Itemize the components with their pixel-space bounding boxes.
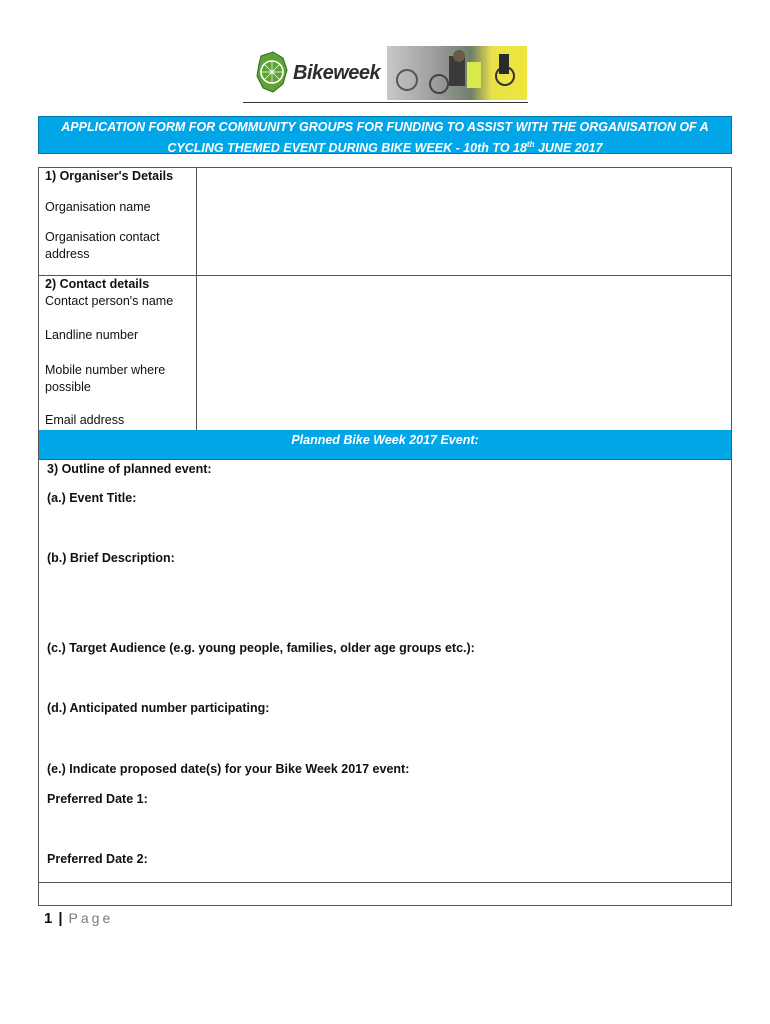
mobile-label: Mobile number where possible xyxy=(45,363,166,394)
title-line-2: CYCLING THEMED EVENT DURING BIKE WEEK - 10th TO 18th JUNE 2017 xyxy=(167,140,603,156)
organisation-name-label: Organisation name xyxy=(45,200,151,214)
header-logo xyxy=(243,44,528,104)
organiser-details-field[interactable] xyxy=(197,168,731,275)
preferred-date-2-label: Preferred Date 2: xyxy=(47,852,148,866)
planned-event-field[interactable] xyxy=(39,460,731,881)
cyclists-photo xyxy=(387,46,527,100)
page-number: 1 xyxy=(44,910,53,927)
contact-details-labels xyxy=(39,276,197,430)
contact-details-field[interactable] xyxy=(197,276,731,430)
form-title-banner xyxy=(38,116,732,154)
organisation-address-label: Organisation contact address xyxy=(45,230,160,261)
brief-description-label: (b.) Brief Description: xyxy=(47,551,175,565)
preferred-date-1-label: Preferred Date 1: xyxy=(47,792,148,806)
target-audience-label: (c.) Target Audience (e.g. young people, families, older age groups etc.): xyxy=(47,641,475,655)
anticipated-number-label: (d.) Anticipated number participating: xyxy=(47,701,270,715)
title-line-1: APPLICATION FORM FOR COMMUNITY GROUPS FOR FUNDING TO ASSIST WITH THE ORGANISATION OF A xyxy=(61,120,709,134)
organiser-details-heading: 1) Organiser's Details xyxy=(45,169,174,183)
planned-event-banner: Planned Bike Week 2017 Event: xyxy=(39,430,731,459)
email-label: Email address xyxy=(45,413,125,427)
event-title-label: (a.) Event Title: xyxy=(47,491,137,505)
outline-heading: 3) Outline of planned event: xyxy=(47,462,212,476)
empty-row[interactable] xyxy=(39,883,731,905)
proposed-dates-label: (e.) Indicate proposed date(s) for your Bike Week 2017 event: xyxy=(47,762,410,776)
contact-person-label: Contact person's name xyxy=(45,294,174,308)
contact-details-heading: 2) Contact details xyxy=(45,277,150,291)
page-footer xyxy=(44,910,113,927)
page-word: Page xyxy=(68,910,114,926)
logo-divider xyxy=(243,102,528,103)
logo-text: Bikeweek xyxy=(293,62,381,84)
landline-label: Landline number xyxy=(45,328,139,342)
bikeweek-logo xyxy=(253,48,393,98)
application-form xyxy=(38,167,732,906)
ireland-wheel-icon xyxy=(253,50,293,96)
page-separator: | xyxy=(58,910,63,927)
organiser-details-labels xyxy=(39,168,197,275)
